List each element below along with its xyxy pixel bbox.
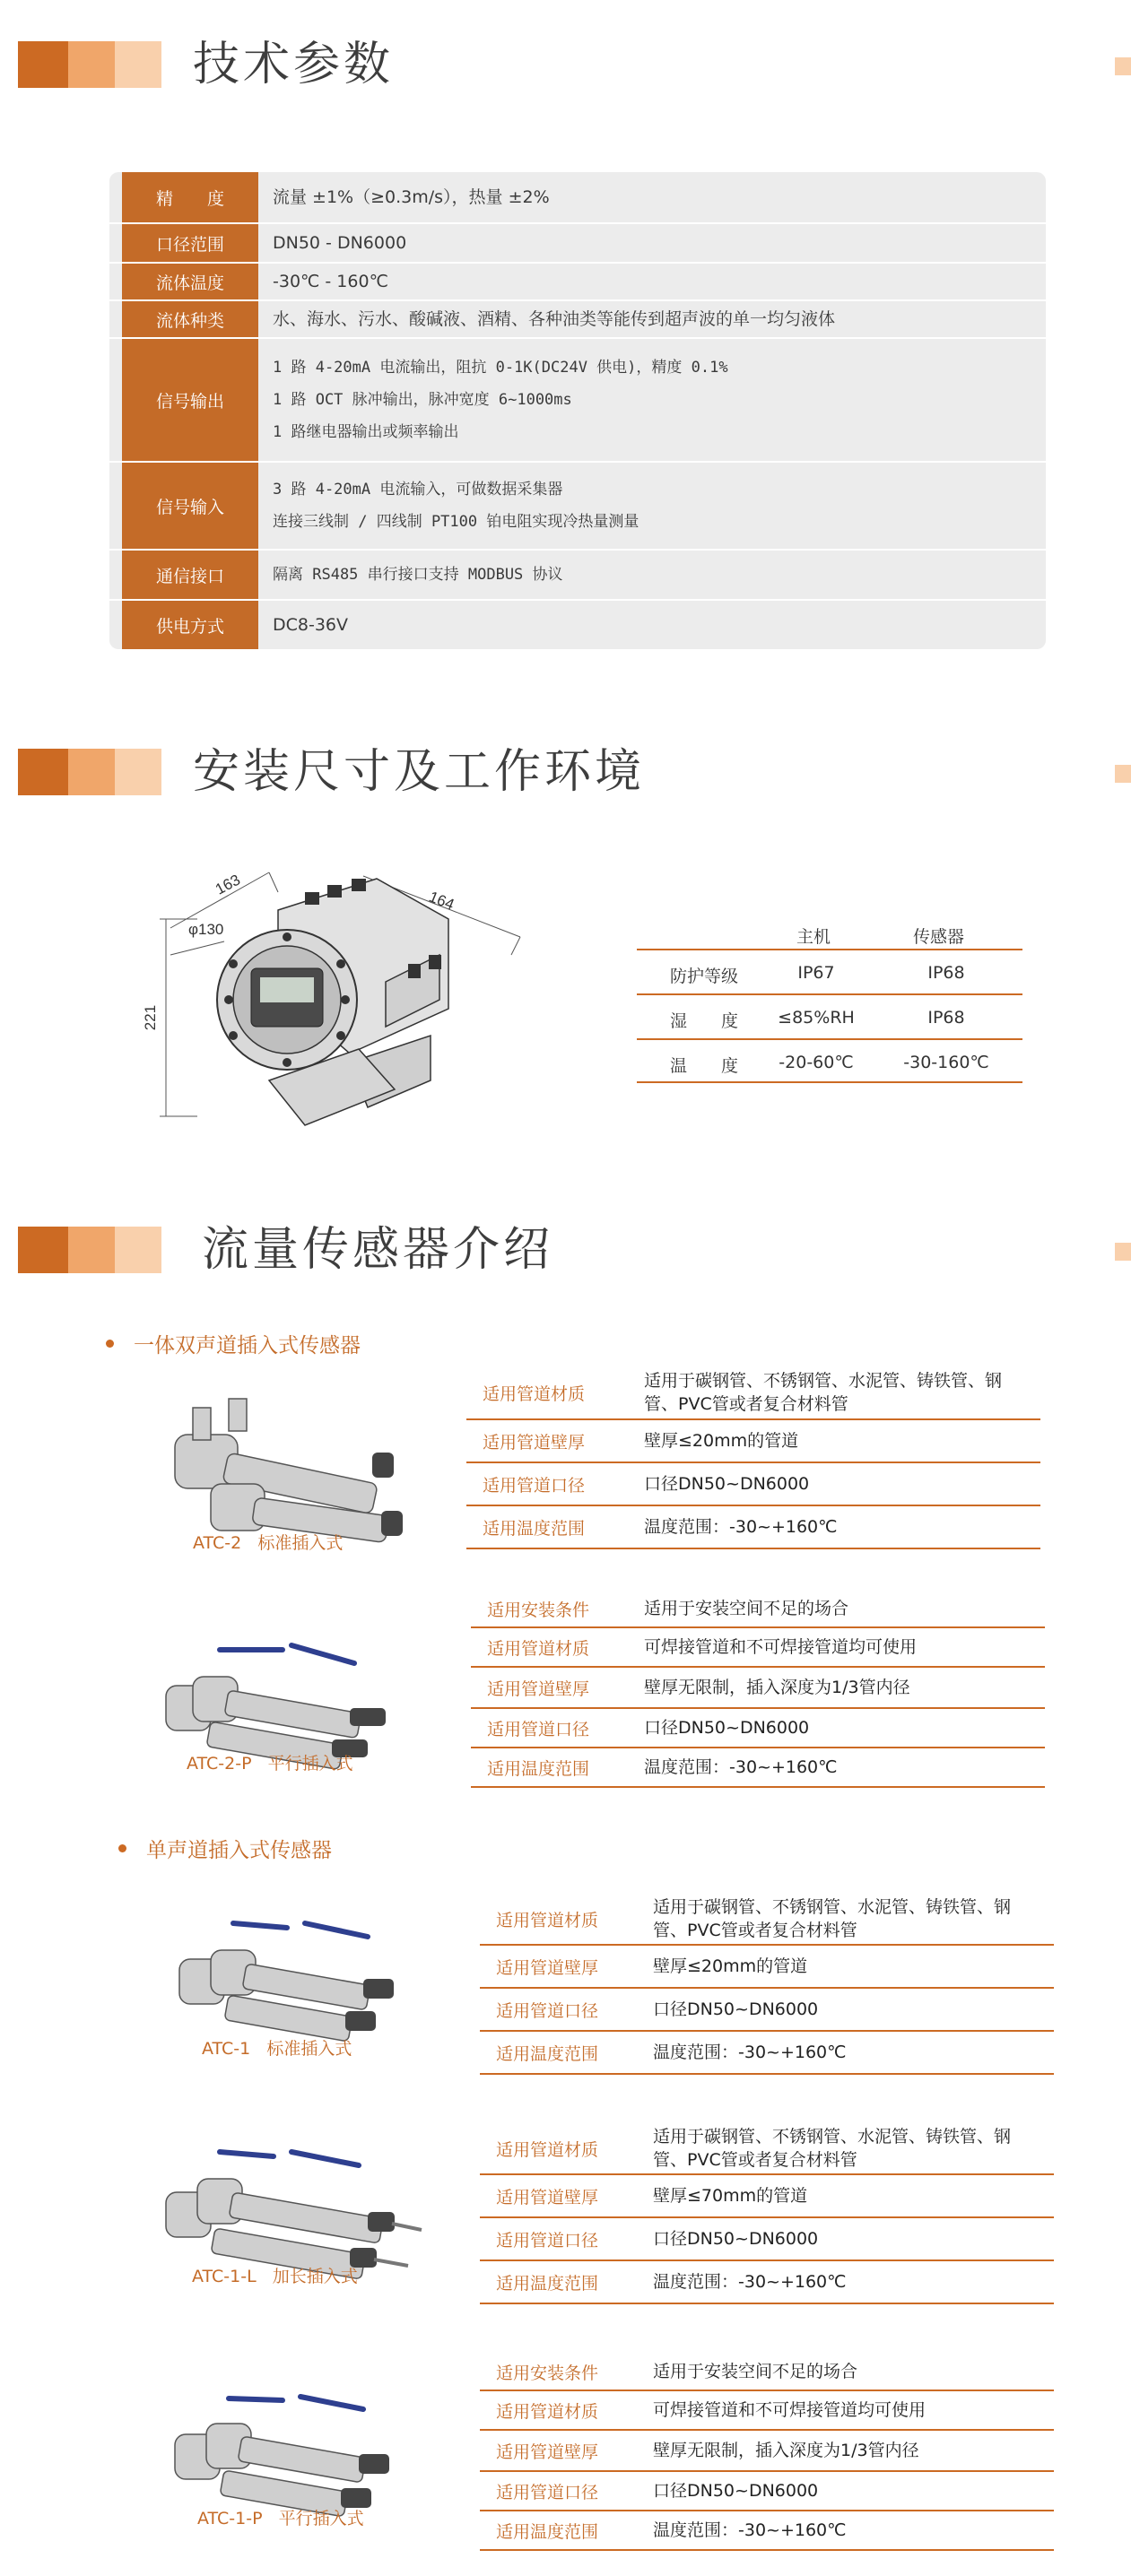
spec-label: 信号输入 <box>122 463 258 549</box>
section-title: 流量传感器介绍 <box>202 1223 554 1277</box>
env-name: 温 度 <box>669 1056 738 1076</box>
spec-list-row <box>480 2511 1054 2551</box>
section-title: 安装尺寸及工作环境 <box>193 745 646 799</box>
row-value: 口径DN50~DN6000 <box>644 1474 810 1494</box>
spec-line: 隔离 RS485 串行接口支持 MODBUS 协议 <box>273 566 563 584</box>
row-value: 壁厚≤20mm的管道 <box>644 1431 799 1451</box>
section-header-tech <box>18 38 1131 91</box>
spec-list-row <box>471 1591 1045 1628</box>
spec-list-row <box>480 1946 1054 1989</box>
row-key: 适用温度范围 <box>496 2043 599 2064</box>
spec-label: 通信接口 <box>122 551 258 599</box>
spec-list-row <box>480 2175 1054 2218</box>
spec-list-row <box>480 2472 1054 2511</box>
spec-line: -30℃ - 160℃ <box>273 272 388 291</box>
product-model: ATC-1 <box>202 2039 251 2059</box>
bullet-dot <box>118 1844 126 1852</box>
row-key: 适用管道壁厚 <box>496 1957 599 1978</box>
env-col-host: 主机 <box>796 927 831 947</box>
spec-list-row <box>466 1420 1040 1463</box>
spec-list-row <box>480 1989 1054 2032</box>
header-block-dark <box>18 1227 68 1273</box>
spec-line: DC8-36V <box>273 615 349 635</box>
env-row <box>637 993 1022 1038</box>
spec-list-row <box>480 2032 1054 2075</box>
row-key: 适用管道壁厚 <box>483 1432 586 1453</box>
env-name: 湿 度 <box>669 1011 738 1031</box>
dimension-drawing <box>144 856 538 1161</box>
group-title-single <box>118 1834 332 1863</box>
spec-list-row <box>480 2123 1054 2175</box>
row-value: 温度范围：-30~+160℃ <box>644 1757 838 1777</box>
group-title-dual <box>106 1329 361 1358</box>
edge-marker <box>1115 57 1131 75</box>
row-value: 温度范围：-30~+160℃ <box>653 2272 847 2292</box>
spec-value <box>273 264 1037 299</box>
spec-value <box>273 224 1037 262</box>
row-key: 适用管道材质 <box>496 1910 599 1930</box>
product-model: ATC-2-P <box>187 1754 252 1774</box>
row-value: 壁厚无限制，插入深度为1/3管内径 <box>644 1678 910 1697</box>
edge-marker <box>1115 1243 1131 1261</box>
product-model: ATC-1-L <box>192 2267 257 2286</box>
row-key: 适用管道材质 <box>483 1383 586 1404</box>
row-key: 适用温度范围 <box>496 2521 599 2542</box>
row-key: 适用管道口径 <box>483 1475 586 1496</box>
group-title-text: 一体双声道插入式传感器 <box>134 1334 361 1357</box>
dim-221: 221 <box>142 1004 160 1031</box>
spec-line: 水、海水、污水、酸碱液、酒精、各种油类等能传到超声波的单一均匀液体 <box>273 309 836 329</box>
section-title: 技术参数 <box>193 38 395 91</box>
product-caption <box>193 1530 343 1554</box>
row-key: 适用管道材质 <box>496 2139 599 2160</box>
spec-list-row <box>471 1668 1045 1709</box>
product-caption <box>187 1750 353 1774</box>
header-block-light <box>115 749 161 795</box>
spec-label: 流体种类 <box>122 301 258 337</box>
group-title-text: 单声道插入式传感器 <box>146 1839 332 1862</box>
product-caption <box>197 2505 364 2529</box>
flowmeter-drawing <box>144 856 538 1161</box>
row-value: 温度范围：-30~+160℃ <box>653 2520 847 2540</box>
edge-marker <box>1115 765 1131 783</box>
env-row <box>637 949 1022 993</box>
row-value: 适用于碳钢管、不锈钢管、水泥管、铸铁管、钢管、PVC管或者复合材料管 <box>653 1897 1012 1940</box>
spec-list-row <box>466 1506 1040 1549</box>
header-block-mid <box>68 749 115 795</box>
row-value: 温度范围：-30~+160℃ <box>644 1517 838 1537</box>
product-type: 标准插入式 <box>266 2039 352 2059</box>
row-value: 适用于碳钢管、不锈钢管、水泥管、铸铁管、钢管、PVC管或者复合材料管 <box>653 2127 1012 2170</box>
spec-line: 连接三线制 / 四线制 PT100 铂电阻实现冷热量测量 <box>273 513 639 531</box>
spec-value <box>273 601 1037 649</box>
spec-list-row <box>480 1894 1054 1946</box>
row-value: 可焊接管道和不可焊接管道均可使用 <box>644 1637 918 1657</box>
row-key: 适用温度范围 <box>496 2273 599 2294</box>
spec-value <box>273 339 1037 461</box>
spec-value <box>273 463 1037 549</box>
row-key: 适用温度范围 <box>487 1758 590 1779</box>
spec-line: 1 路 OCT 脉冲输出，脉冲宽度 6~1000ms <box>273 391 572 409</box>
row-value: 壁厚≤20mm的管道 <box>653 1956 808 1976</box>
spec-label: 信号输出 <box>122 339 258 461</box>
env-host: ≤85%RH <box>778 1008 855 1028</box>
row-key: 适用管道壁厚 <box>487 1678 590 1699</box>
product-type: 平行插入式 <box>278 2509 364 2528</box>
env-sensor: IP68 <box>927 963 965 983</box>
row-value: 可焊接管道和不可焊接管道均可使用 <box>653 2400 927 2420</box>
spec-label: 供电方式 <box>122 601 258 649</box>
spec-row <box>109 222 1046 262</box>
spec-row <box>109 337 1046 461</box>
dim-phi130: φ130 <box>188 921 224 938</box>
spec-list-row <box>480 2218 1054 2261</box>
row-key: 适用管道口径 <box>496 2482 599 2502</box>
spec-value <box>273 301 1037 337</box>
spec-label: 流体温度 <box>122 264 258 299</box>
row-key: 适用管道材质 <box>487 1638 590 1659</box>
row-value: 口径DN50~DN6000 <box>653 2481 819 2501</box>
product-model: ATC-1-P <box>197 2509 263 2528</box>
row-key: 适用管道壁厚 <box>496 2187 599 2207</box>
spec-list-row <box>471 1709 1045 1748</box>
spec-label: 精 度 <box>122 172 258 222</box>
row-key: 适用温度范围 <box>483 1518 586 1539</box>
row-value: 适用于安装空间不足的场合 <box>653 2362 858 2381</box>
row-value: 适用于安装空间不足的场合 <box>644 1599 849 1618</box>
spec-label: 口径范围 <box>122 224 258 262</box>
spec-row <box>109 461 1046 549</box>
header-block-dark <box>18 41 68 88</box>
header-block-light <box>115 1227 161 1273</box>
spec-list-row <box>480 2391 1054 2431</box>
spec-row <box>109 299 1046 337</box>
bullet-dot <box>106 1340 114 1348</box>
header-block-dark <box>18 749 68 795</box>
env-host: IP67 <box>797 963 835 983</box>
row-key: 适用管道口径 <box>487 1719 590 1739</box>
spec-list-row <box>480 2354 1054 2391</box>
product-type: 加长插入式 <box>272 2267 358 2286</box>
product-type: 标准插入式 <box>257 1533 344 1553</box>
row-key: 适用安装条件 <box>496 2363 599 2383</box>
product-type: 平行插入式 <box>267 1754 353 1774</box>
row-value: 温度范围：-30~+160℃ <box>653 2043 847 2062</box>
header-block-mid <box>68 1227 115 1273</box>
spec-line: 1 路继电器输出或频率输出 <box>273 423 459 441</box>
row-key: 适用管道材质 <box>496 2401 599 2422</box>
spec-list-row <box>466 1463 1040 1506</box>
spec-list-row <box>480 2261 1054 2304</box>
dim-164: 164 <box>426 888 457 914</box>
spec-row <box>109 172 1046 222</box>
header-block-mid <box>68 41 115 88</box>
env-sensor: IP68 <box>927 1008 965 1028</box>
env-row <box>637 1038 1022 1083</box>
spec-list-row <box>480 2431 1054 2472</box>
row-value: 适用于碳钢管、不锈钢管、水泥管、铸铁管、钢管、PVC管或者复合材料管 <box>644 1371 1003 1414</box>
spec-line: 流量 ±1%（≥0.3m/s），热量 ±2% <box>273 187 550 207</box>
row-value: 口径DN50~DN6000 <box>644 1718 810 1738</box>
env-name: 防护等级 <box>669 967 738 986</box>
spec-row <box>109 549 1046 599</box>
row-key: 适用管道口径 <box>496 2000 599 2021</box>
env-sensor: -30-160℃ <box>903 1053 989 1072</box>
spec-list-row <box>466 1366 1040 1420</box>
spec-value <box>273 551 1037 599</box>
spec-line: DN50 - DN6000 <box>273 233 407 253</box>
spec-row <box>109 262 1046 299</box>
row-value: 口径DN50~DN6000 <box>653 2229 819 2249</box>
header-block-light <box>115 41 161 88</box>
product-caption <box>202 2035 352 2060</box>
row-value: 壁厚无限制，插入深度为1/3管内径 <box>653 2441 919 2460</box>
spec-value <box>273 172 1037 222</box>
section-header-sensors <box>18 1223 1131 1277</box>
spec-row <box>109 599 1046 649</box>
row-value: 口径DN50~DN6000 <box>653 1999 819 2019</box>
row-key: 适用安装条件 <box>487 1600 590 1620</box>
env-host: -20-60℃ <box>779 1053 854 1072</box>
section-header-install <box>18 745 1131 799</box>
row-key: 适用管道壁厚 <box>496 2442 599 2462</box>
spec-list-row <box>471 1628 1045 1668</box>
product-caption <box>192 2263 358 2287</box>
dim-163: 163 <box>212 871 243 898</box>
spec-table <box>109 172 1046 649</box>
spec-line: 1 路 4-20mA 电流输出，阻抗 0-1K(DC24V 供电)，精度 0.1% <box>273 359 728 377</box>
product-model: ATC-2 <box>193 1533 242 1553</box>
env-col-sensor: 传感器 <box>913 927 965 947</box>
spec-line: 3 路 4-20mA 电流输入，可做数据采集器 <box>273 481 563 499</box>
spec-list-row <box>471 1748 1045 1788</box>
row-key: 适用管道口径 <box>496 2230 599 2251</box>
row-value: 壁厚≤70mm的管道 <box>653 2186 808 2206</box>
